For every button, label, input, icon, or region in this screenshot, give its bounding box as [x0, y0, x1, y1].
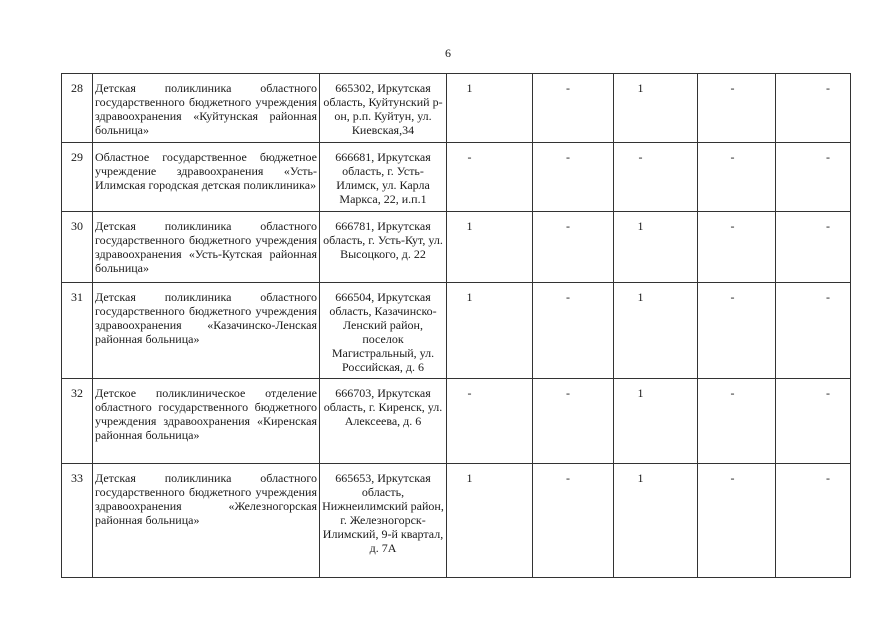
value-cell-3: - [614, 143, 698, 212]
value-cell-3: 1 [614, 283, 698, 379]
value-cell-5: - [776, 143, 851, 212]
value-cell-2: - [533, 283, 614, 379]
row-number: 28 [62, 74, 93, 143]
facility-name: Детская поликлиника областного государственного бюджетного учреждения здравоохранения «Куйтунская районная больница» [93, 74, 320, 143]
facility-name: Детское поликлиническое отделение областного государственного бюджетного учреждения здравоохранения «Киренская районная больница» [93, 379, 320, 464]
facility-address: 666504, Иркутская область, Казачинско-Ленский район, поселок Магистральный, ул. Российская, д. 6 [320, 283, 447, 379]
value-cell-5: - [776, 379, 851, 464]
value-cell-5: - [776, 212, 851, 283]
value-cell-3: 1 [614, 379, 698, 464]
facility-address: 665302, Иркутская область, Куйтунский р-он, р.п. Куйтун, ул. Киевская,34 [320, 74, 447, 143]
value-cell-2: - [533, 74, 614, 143]
facility-name: Детская поликлиника областного государственного бюджетного учреждения здравоохранения «Усть-Кутская районная больница» [93, 212, 320, 283]
value-cell-1: - [447, 379, 533, 464]
row-number: 30 [62, 212, 93, 283]
facility-address: 666703, Иркутская область, г. Киренск, ул. Алексеева, д. 6 [320, 379, 447, 464]
value-cell-4: - [698, 143, 776, 212]
value-cell-2: - [533, 379, 614, 464]
table-row [62, 283, 851, 379]
value-cell-3: 1 [614, 74, 698, 143]
value-cell-1: 1 [447, 74, 533, 143]
value-cell-3: 1 [614, 212, 698, 283]
facility-name: Детская поликлиника областного государственного бюджетного учреждения здравоохранения «Железногорская районная больница» [93, 464, 320, 578]
row-number: 32 [62, 379, 93, 464]
table-row [62, 143, 851, 212]
facility-name: Областное государственное бюджетное учреждение здравоохранения «Усть-Илимская городская детская поликлиника» [93, 143, 320, 212]
facility-address: 666681, Иркутская область, г. Усть-Илимск, ул. Карла Маркса, 22, и.п.1 [320, 143, 447, 212]
value-cell-2: - [533, 464, 614, 578]
value-cell-4: - [698, 74, 776, 143]
value-cell-2: - [533, 143, 614, 212]
row-number: 29 [62, 143, 93, 212]
page-number: 6 [445, 46, 451, 60]
value-cell-1: 1 [447, 464, 533, 578]
value-cell-4: - [698, 464, 776, 578]
table-row [62, 379, 851, 464]
facility-name: Детская поликлиника областного государственного бюджетного учреждения здравоохранения «Казачинско-Ленская районная больница» [93, 283, 320, 379]
value-cell-5: - [776, 283, 851, 379]
row-number: 33 [62, 464, 93, 578]
value-cell-1: - [447, 143, 533, 212]
value-cell-1: 1 [447, 212, 533, 283]
table-row [62, 464, 851, 578]
facilities-table [61, 73, 851, 578]
row-number: 31 [62, 283, 93, 379]
facility-address: 665653, Иркутская область, Нижнеилимский район, г. Железногорск-Илимский, 9-й квартал, д. 7А [320, 464, 447, 578]
value-cell-4: - [698, 283, 776, 379]
value-cell-4: - [698, 379, 776, 464]
table-row [62, 212, 851, 283]
table-row [62, 74, 851, 143]
value-cell-5: - [776, 74, 851, 143]
value-cell-5: - [776, 464, 851, 578]
facility-address: 666781, Иркутская область, г. Усть-Кут, ул. Высоцкого, д. 22 [320, 212, 447, 283]
value-cell-3: 1 [614, 464, 698, 578]
value-cell-4: - [698, 212, 776, 283]
value-cell-2: - [533, 212, 614, 283]
value-cell-1: 1 [447, 283, 533, 379]
